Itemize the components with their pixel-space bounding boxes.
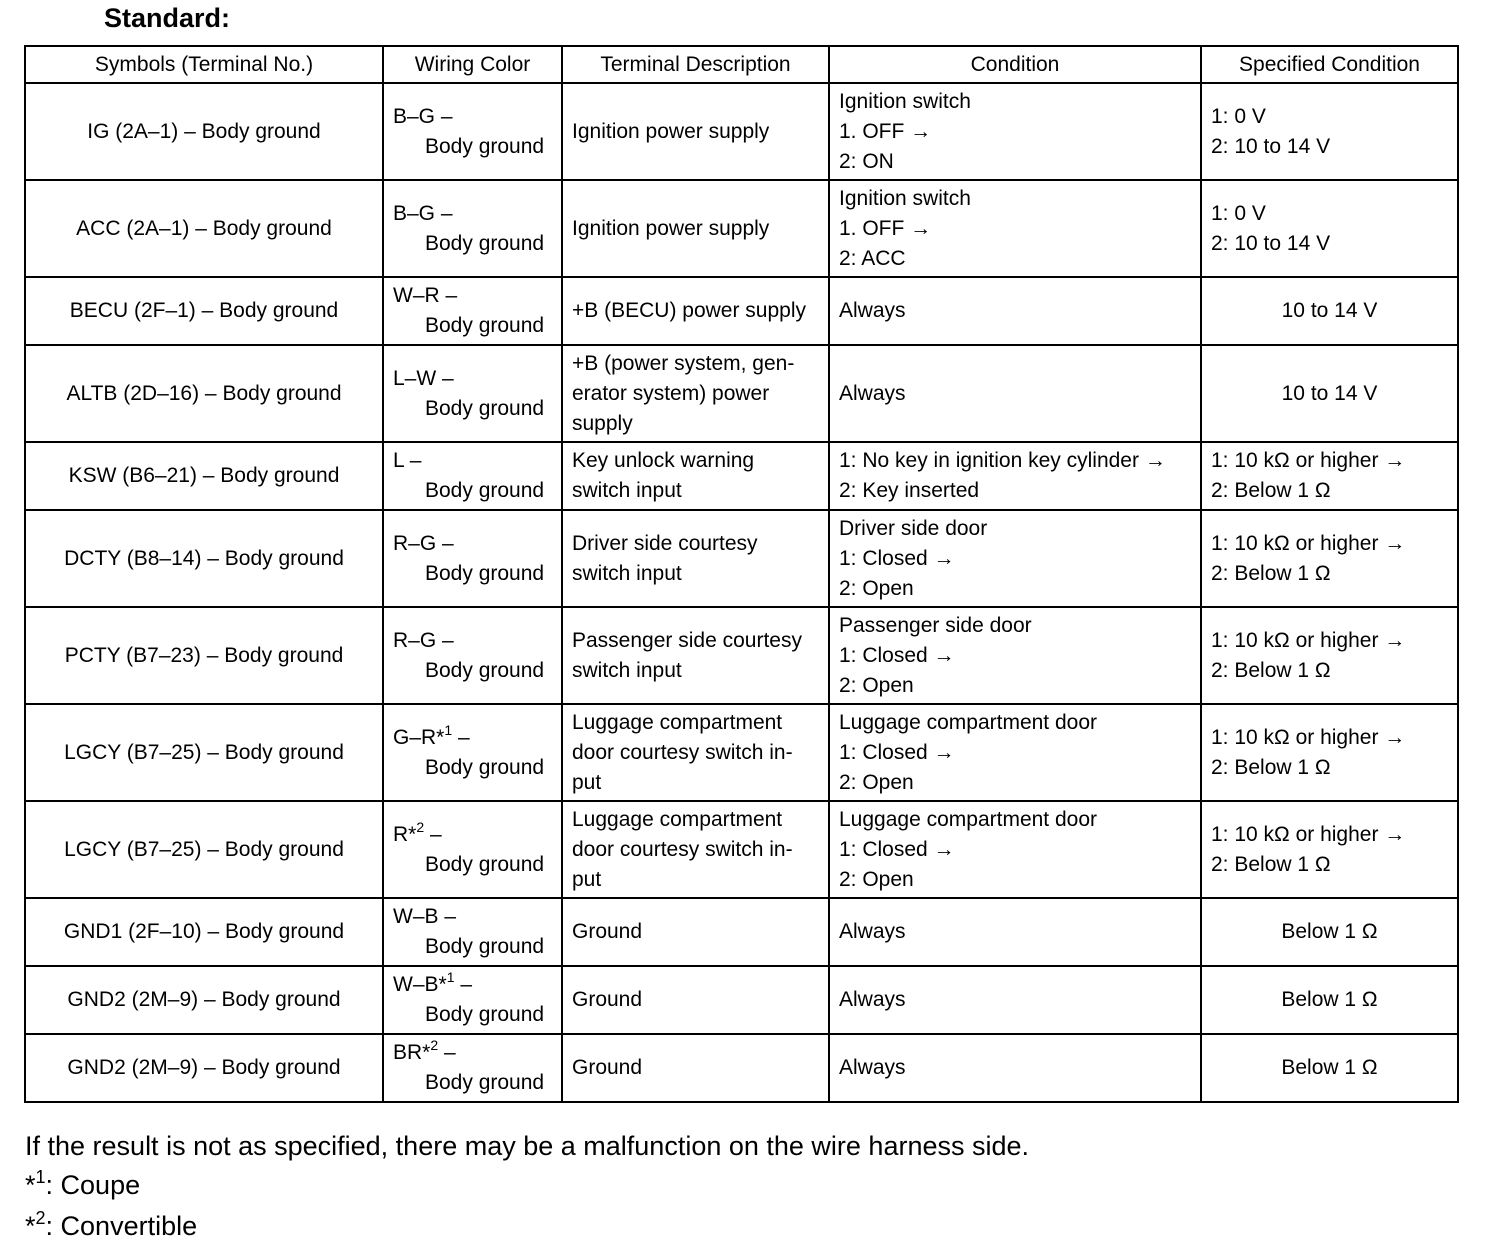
wire-color-code: R–G: [393, 531, 437, 555]
wire-color-line: [393, 1038, 552, 1068]
cell-condition-line: Luggage compartment door: [839, 710, 1097, 734]
table-body: [25, 83, 1458, 1102]
cell-specified-condition: [1201, 1034, 1458, 1102]
cell-specified-condition: [1201, 442, 1458, 510]
wire-ground-label: Body ground: [425, 1071, 545, 1094]
cell-symbol: DCTY (B8–14) – Body ground: [25, 510, 383, 607]
cell-specified-condition: [1201, 704, 1458, 801]
cell-terminal-description-line: +B (BECU) power supply: [572, 299, 807, 322]
cell-specified-condition-line: 2: Below 1 Ω: [1211, 561, 1331, 585]
wire-dash: –: [436, 531, 454, 555]
cell-specified-condition-line: 2: Below 1 Ω: [1211, 658, 1331, 682]
wire-color-line: [393, 723, 552, 753]
wire-color-code: B–G: [393, 104, 436, 128]
cell-terminal-description: [562, 966, 829, 1034]
cell-condition-line: Driver side door: [839, 516, 988, 540]
cell-condition: [829, 442, 1201, 510]
wire-ground-label: Body ground: [425, 396, 545, 420]
cell-specified-condition: [1201, 898, 1458, 966]
cell-condition-line: 2: Open: [839, 673, 914, 697]
wire-dash: –: [436, 628, 454, 652]
wire-ground-label: Body ground: [425, 935, 545, 958]
footnote-convertible: [25, 1210, 197, 1242]
cell-specified-condition: [1201, 966, 1458, 1034]
cell-condition-line: 2: ON: [839, 149, 894, 173]
cell-terminal-description: [562, 180, 829, 277]
wire-ground-label: Body ground: [425, 852, 545, 876]
header-terminal-description: Terminal Description: [562, 46, 829, 83]
wire-color-line: [393, 902, 552, 932]
wire-color-code: R*: [393, 822, 417, 846]
cell-condition-line: 1: Closed →: [839, 837, 955, 861]
wire-color-code: R–G: [393, 628, 437, 652]
wire-color-code: L: [393, 449, 404, 472]
cell-terminal-description: [562, 442, 829, 510]
footnote-coupe: [25, 1169, 140, 1201]
terminal-standard-table: [24, 45, 1459, 1103]
wire-dash: –: [424, 822, 442, 846]
cell-wiring-color: [383, 1034, 562, 1102]
table-row: [25, 442, 1458, 510]
cell-specified-condition: [1201, 607, 1458, 704]
wire-dash: –: [439, 284, 458, 307]
cell-condition-line: 2: Open: [839, 576, 914, 600]
cell-condition-line: 2: Key inserted: [839, 479, 980, 502]
cell-condition-line: 2: Open: [839, 770, 914, 794]
wire-color-code: G–R*: [393, 725, 445, 749]
cell-terminal-description: [562, 1034, 829, 1102]
cell-condition: [829, 180, 1201, 277]
cell-specified-condition-line: 2: Below 1 Ω: [1211, 479, 1331, 502]
wire-dash: –: [454, 973, 472, 996]
cell-specified-condition-line: 10 to 14 V: [1281, 381, 1378, 405]
cell-terminal-description-line: door courtesy switch in-: [572, 837, 793, 861]
table-row: [25, 1034, 1458, 1102]
cell-symbol: ACC (2A–1) – Body ground: [25, 180, 383, 277]
cell-terminal-description: [562, 607, 829, 704]
cell-terminal-description-line: Luggage compartment: [572, 807, 783, 831]
cell-condition: [829, 966, 1201, 1034]
cell-condition-line: Always: [839, 1056, 906, 1079]
cell-specified-condition-line: 1: 10 kΩ or higher →: [1211, 449, 1406, 472]
cell-specified-condition-line: Below 1 Ω: [1281, 920, 1378, 943]
cell-condition: [829, 801, 1201, 898]
table-row: [25, 277, 1458, 345]
cell-specified-condition-line: 1: 0 V: [1211, 104, 1266, 128]
cell-terminal-description-line: supply: [572, 411, 633, 435]
section-heading: Standard:: [104, 3, 231, 33]
wire-color-code: W–R: [393, 284, 440, 307]
cell-condition: [829, 510, 1201, 607]
cell-specified-condition: [1201, 180, 1458, 277]
cell-specified-condition: [1201, 801, 1458, 898]
cell-symbol: KSW (B6–21) – Body ground: [25, 442, 383, 510]
wire-color-line: [393, 626, 552, 656]
wire-footnote-ref: 1: [446, 969, 455, 985]
cell-terminal-description-line: Ground: [572, 988, 643, 1011]
cell-terminal-description-line: door courtesy switch in-: [572, 740, 793, 764]
cell-terminal-description-line: erator system) power: [572, 381, 770, 405]
cell-wiring-color: [383, 277, 562, 345]
cell-specified-condition: [1201, 83, 1458, 180]
table-row: [25, 704, 1458, 801]
cell-specified-condition-line: 2: 10 to 14 V: [1211, 134, 1331, 158]
wire-color-code: BR*: [393, 1041, 431, 1064]
wire-color-line: [393, 199, 552, 229]
cell-terminal-description-line: put: [572, 770, 602, 794]
wire-color-line: [393, 102, 552, 132]
cell-symbol: GND1 (2F–10) – Body ground: [25, 898, 383, 966]
cell-terminal-description: [562, 83, 829, 180]
wire-ground-label: Body ground: [425, 134, 545, 158]
cell-specified-condition: [1201, 345, 1458, 442]
cell-terminal-description-line: Driver side courtesy: [572, 531, 758, 555]
cell-terminal-description-line: Ignition power supply: [572, 119, 770, 143]
cell-condition: [829, 704, 1201, 801]
cell-condition-line: 1: Closed →: [839, 643, 955, 667]
cell-specified-condition-line: 1: 0 V: [1211, 201, 1266, 225]
wire-dash: –: [452, 725, 470, 749]
header-wiring-color: Wiring Color: [383, 46, 562, 83]
cell-specified-condition-line: 2: Below 1 Ω: [1211, 852, 1331, 876]
cell-specified-condition-line: 1: 10 kΩ or higher →: [1211, 725, 1406, 749]
cell-terminal-description-line: Key unlock warning: [572, 449, 755, 472]
cell-terminal-description-line: Ignition power supply: [572, 216, 770, 240]
cell-condition: [829, 345, 1201, 442]
cell-terminal-description-line: Passenger side courtesy: [572, 628, 802, 652]
cell-terminal-description-line: Luggage compartment: [572, 710, 783, 734]
wire-ground-label: Body ground: [425, 231, 545, 255]
cell-specified-condition: [1201, 277, 1458, 345]
cell-specified-condition-line: 1: 10 kΩ or higher →: [1211, 531, 1406, 555]
cell-condition-line: Always: [839, 988, 906, 1011]
table-row: [25, 345, 1458, 442]
cell-condition-line: Passenger side door: [839, 613, 1032, 637]
cell-terminal-description-line: put: [572, 867, 602, 891]
wire-dash: –: [435, 201, 453, 225]
cell-specified-condition-line: 10 to 14 V: [1281, 299, 1378, 322]
cell-condition: [829, 898, 1201, 966]
header-specified-condition: Specified Condition: [1201, 46, 1458, 83]
wire-color-line: [393, 529, 552, 559]
table-row: [25, 180, 1458, 277]
cell-terminal-description-line: switch input: [572, 561, 682, 585]
cell-wiring-color: [383, 83, 562, 180]
cell-terminal-description: [562, 277, 829, 345]
wire-ground-label: Body ground: [425, 479, 545, 502]
cell-symbol: LGCY (B7–25) – Body ground: [25, 801, 383, 898]
cell-terminal-description: [562, 898, 829, 966]
wire-color-code: L–W: [393, 366, 437, 390]
cell-specified-condition-line: 2: 10 to 14 V: [1211, 231, 1331, 255]
cell-symbol: LGCY (B7–25) – Body ground: [25, 704, 383, 801]
cell-terminal-description: [562, 510, 829, 607]
cell-terminal-description-line: switch input: [572, 479, 682, 502]
wire-ground-label: Body ground: [425, 755, 545, 779]
wire-color-code: B–G: [393, 201, 436, 225]
cell-symbol: IG (2A–1) – Body ground: [25, 83, 383, 180]
cell-symbol: PCTY (B7–23) – Body ground: [25, 607, 383, 704]
wire-color-code: W–B*: [393, 973, 447, 996]
wire-footnote-ref: 2: [430, 1037, 439, 1053]
footer-note: If the result is not as specified, there may be a malfunction on the wire harness side.: [25, 1131, 1030, 1161]
cell-condition: [829, 607, 1201, 704]
cell-symbol: ALTB (2D–16) – Body ground: [25, 345, 383, 442]
cell-specified-condition-line: 1: 10 kΩ or higher →: [1211, 822, 1406, 846]
cell-wiring-color: [383, 898, 562, 966]
footnote-mark: *: [25, 1211, 36, 1241]
wire-footnote-ref: 1: [444, 721, 453, 738]
wire-dash: –: [436, 366, 454, 390]
cell-terminal-description: [562, 345, 829, 442]
cell-condition-line: 1: Closed →: [839, 546, 955, 570]
cell-condition-line: Ignition switch: [839, 186, 971, 210]
cell-condition-line: Always: [839, 920, 906, 943]
wire-color-line: [393, 281, 552, 311]
cell-condition-line: 1: No key in ignition key cylinder →: [839, 449, 1166, 472]
cell-condition-line: Luggage compartment door: [839, 807, 1097, 831]
table-row: [25, 801, 1458, 898]
cell-terminal-description-line: switch input: [572, 658, 682, 682]
cell-condition-line: Always: [839, 381, 906, 405]
table-header-row: [25, 46, 1458, 83]
footnote-text: : Convertible: [45, 1211, 198, 1241]
footnote-mark: *: [25, 1170, 36, 1200]
cell-wiring-color: [383, 345, 562, 442]
wire-dash: –: [435, 104, 453, 128]
wire-ground-label: Body ground: [425, 314, 545, 337]
cell-terminal-description-line: +B (power system, gen-: [572, 351, 795, 375]
cell-specified-condition-line: 2: Below 1 Ω: [1211, 755, 1331, 779]
cell-wiring-color: [383, 442, 562, 510]
wire-dash: –: [438, 1041, 456, 1064]
cell-condition-line: Always: [839, 299, 906, 322]
table-row: [25, 966, 1458, 1034]
wire-dash: –: [403, 449, 422, 472]
wire-ground-label: Body ground: [425, 561, 545, 585]
cell-symbol: GND2 (2M–9) – Body ground: [25, 1034, 383, 1102]
header-symbols: Symbols (Terminal No.): [25, 46, 383, 83]
cell-condition: [829, 1034, 1201, 1102]
cell-terminal-description-line: Ground: [572, 1056, 643, 1079]
cell-condition-line: 2: ACC: [839, 246, 906, 270]
wire-footnote-ref: 2: [416, 818, 425, 835]
wire-color-code: W–B: [393, 905, 439, 928]
wire-ground-label: Body ground: [425, 1003, 545, 1026]
cell-condition-line: 1. OFF →: [839, 119, 932, 143]
cell-specified-condition: [1201, 510, 1458, 607]
cell-wiring-color: [383, 966, 562, 1034]
cell-symbol: BECU (2F–1) – Body ground: [25, 277, 383, 345]
cell-wiring-color: [383, 704, 562, 801]
header-condition: Condition: [829, 46, 1201, 83]
cell-condition-line: 2: Open: [839, 867, 914, 891]
cell-specified-condition-line: Below 1 Ω: [1281, 988, 1378, 1011]
wire-color-line: [393, 446, 552, 476]
cell-condition-line: 1. OFF →: [839, 216, 932, 240]
table-row: [25, 898, 1458, 966]
table-row: [25, 510, 1458, 607]
cell-wiring-color: [383, 510, 562, 607]
cell-terminal-description-line: Ground: [572, 920, 643, 943]
footnote-number: 2: [35, 1208, 46, 1228]
cell-condition-line: 1: Closed →: [839, 740, 955, 764]
cell-specified-condition-line: Below 1 Ω: [1281, 1056, 1378, 1079]
cell-symbol: GND2 (2M–9) – Body ground: [25, 966, 383, 1034]
cell-condition: [829, 83, 1201, 180]
wire-dash: –: [438, 905, 457, 928]
wire-color-line: [393, 970, 552, 1000]
cell-condition-line: Ignition switch: [839, 89, 971, 113]
cell-condition: [829, 277, 1201, 345]
footnote-text: : Coupe: [45, 1170, 141, 1200]
footnote-number: 1: [35, 1167, 46, 1187]
wire-color-line: [393, 364, 552, 394]
table-row: [25, 607, 1458, 704]
cell-wiring-color: [383, 801, 562, 898]
wire-color-line: [393, 820, 552, 850]
table-row: [25, 83, 1458, 180]
wire-ground-label: Body ground: [425, 658, 545, 682]
cell-wiring-color: [383, 180, 562, 277]
cell-terminal-description: [562, 801, 829, 898]
cell-terminal-description: [562, 704, 829, 801]
cell-wiring-color: [383, 607, 562, 704]
cell-specified-condition-line: 1: 10 kΩ or higher →: [1211, 628, 1406, 652]
